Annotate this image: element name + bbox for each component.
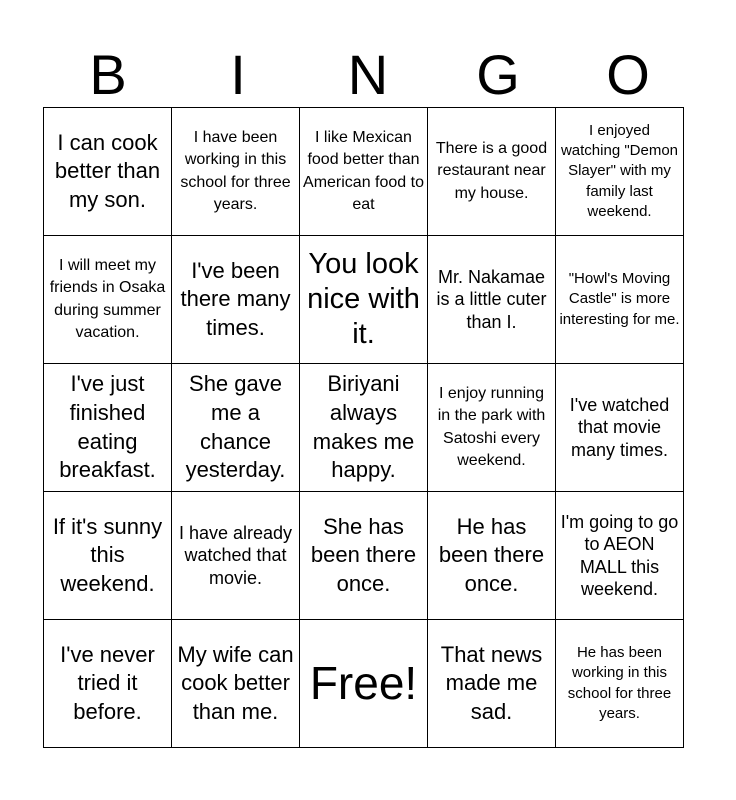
grid-row bbox=[44, 108, 684, 236]
header-letter-i: I bbox=[230, 43, 246, 106]
bingo-cell[interactable] bbox=[44, 108, 172, 236]
bingo-cell[interactable] bbox=[172, 620, 300, 748]
bingo-cell[interactable] bbox=[172, 236, 300, 364]
bingo-cell[interactable] bbox=[300, 236, 428, 364]
cell-text: I enjoyed watching "Demon Slayer" with my family last weekend. bbox=[560, 121, 679, 220]
bingo-cell[interactable] bbox=[44, 492, 172, 620]
bingo-cell[interactable] bbox=[556, 492, 684, 620]
cell-text: I've never tried it before. bbox=[60, 641, 155, 724]
bingo-cell[interactable] bbox=[428, 236, 556, 364]
bingo-cell[interactable] bbox=[172, 108, 300, 236]
cell-text: You look nice with it. bbox=[307, 248, 420, 350]
header-letter-b: B bbox=[89, 43, 127, 106]
cell-text: I've just finished eating breakfast. bbox=[59, 371, 156, 483]
header-letter-g: G bbox=[476, 43, 520, 106]
cell-text: She gave me a chance yesterday. bbox=[185, 371, 286, 483]
cell-text: There is a good restaurant near my house. bbox=[435, 139, 548, 202]
bingo-cell[interactable] bbox=[300, 492, 428, 620]
bingo-cell[interactable] bbox=[556, 236, 684, 364]
cell-text: "Howl's Moving Castle" is more interesting for me. bbox=[559, 270, 680, 328]
bingo-cell[interactable] bbox=[44, 364, 172, 492]
cell-text: I'm going to go to AEON MALL this weekend. bbox=[560, 511, 679, 599]
free-space-cell[interactable] bbox=[300, 620, 428, 748]
bingo-cell[interactable] bbox=[44, 236, 172, 364]
bingo-cell[interactable] bbox=[300, 108, 428, 236]
cell-text: Mr. Nakamae is a little cuter than I. bbox=[436, 266, 547, 332]
cell-text: I have been working in this school for three years. bbox=[180, 128, 291, 213]
bingo-cell[interactable] bbox=[44, 620, 172, 748]
bingo-cell[interactable] bbox=[556, 108, 684, 236]
bingo-cell[interactable] bbox=[556, 620, 684, 748]
bingo-cell[interactable] bbox=[556, 364, 684, 492]
free-space-text: Free! bbox=[309, 657, 418, 710]
cell-text: I will meet my friends in Osaka during summer vacation. bbox=[49, 256, 166, 341]
bingo-cell[interactable] bbox=[428, 492, 556, 620]
cell-text: He has been working in this school for three years. bbox=[567, 644, 672, 722]
grid-row bbox=[44, 364, 684, 492]
header-letter-n: N bbox=[347, 43, 389, 106]
bingo-grid bbox=[43, 107, 684, 748]
grid-row bbox=[44, 620, 684, 748]
bingo-cell[interactable] bbox=[172, 492, 300, 620]
cell-text: She has been there once. bbox=[310, 513, 417, 596]
cell-text: He has been there once. bbox=[438, 513, 545, 596]
header-letter-o: O bbox=[606, 43, 650, 106]
cell-text: I've been there many times. bbox=[180, 257, 291, 340]
bingo-cell[interactable] bbox=[428, 620, 556, 748]
cell-text: I enjoy running in the park with Satoshi every weekend. bbox=[437, 384, 546, 469]
cell-text: I can cook better than my son. bbox=[54, 129, 161, 212]
cell-text: If it's sunny this weekend. bbox=[52, 513, 163, 596]
cell-text: Biriyani always makes me happy. bbox=[312, 371, 415, 483]
bingo-cell[interactable] bbox=[172, 364, 300, 492]
cell-text: That news made me sad. bbox=[440, 641, 543, 724]
bingo-cell[interactable] bbox=[428, 364, 556, 492]
cell-text: My wife can cook better than me. bbox=[177, 641, 294, 724]
grid-row bbox=[44, 236, 684, 364]
bingo-header bbox=[43, 44, 693, 106]
cell-text: I've watched that movie many times. bbox=[569, 394, 670, 460]
bingo-cell[interactable] bbox=[300, 364, 428, 492]
cell-text: I like Mexican food better than American food to eat bbox=[303, 128, 424, 213]
bingo-cell[interactable] bbox=[428, 108, 556, 236]
cell-text: I have already watched that movie. bbox=[178, 522, 293, 588]
grid-row bbox=[44, 492, 684, 620]
